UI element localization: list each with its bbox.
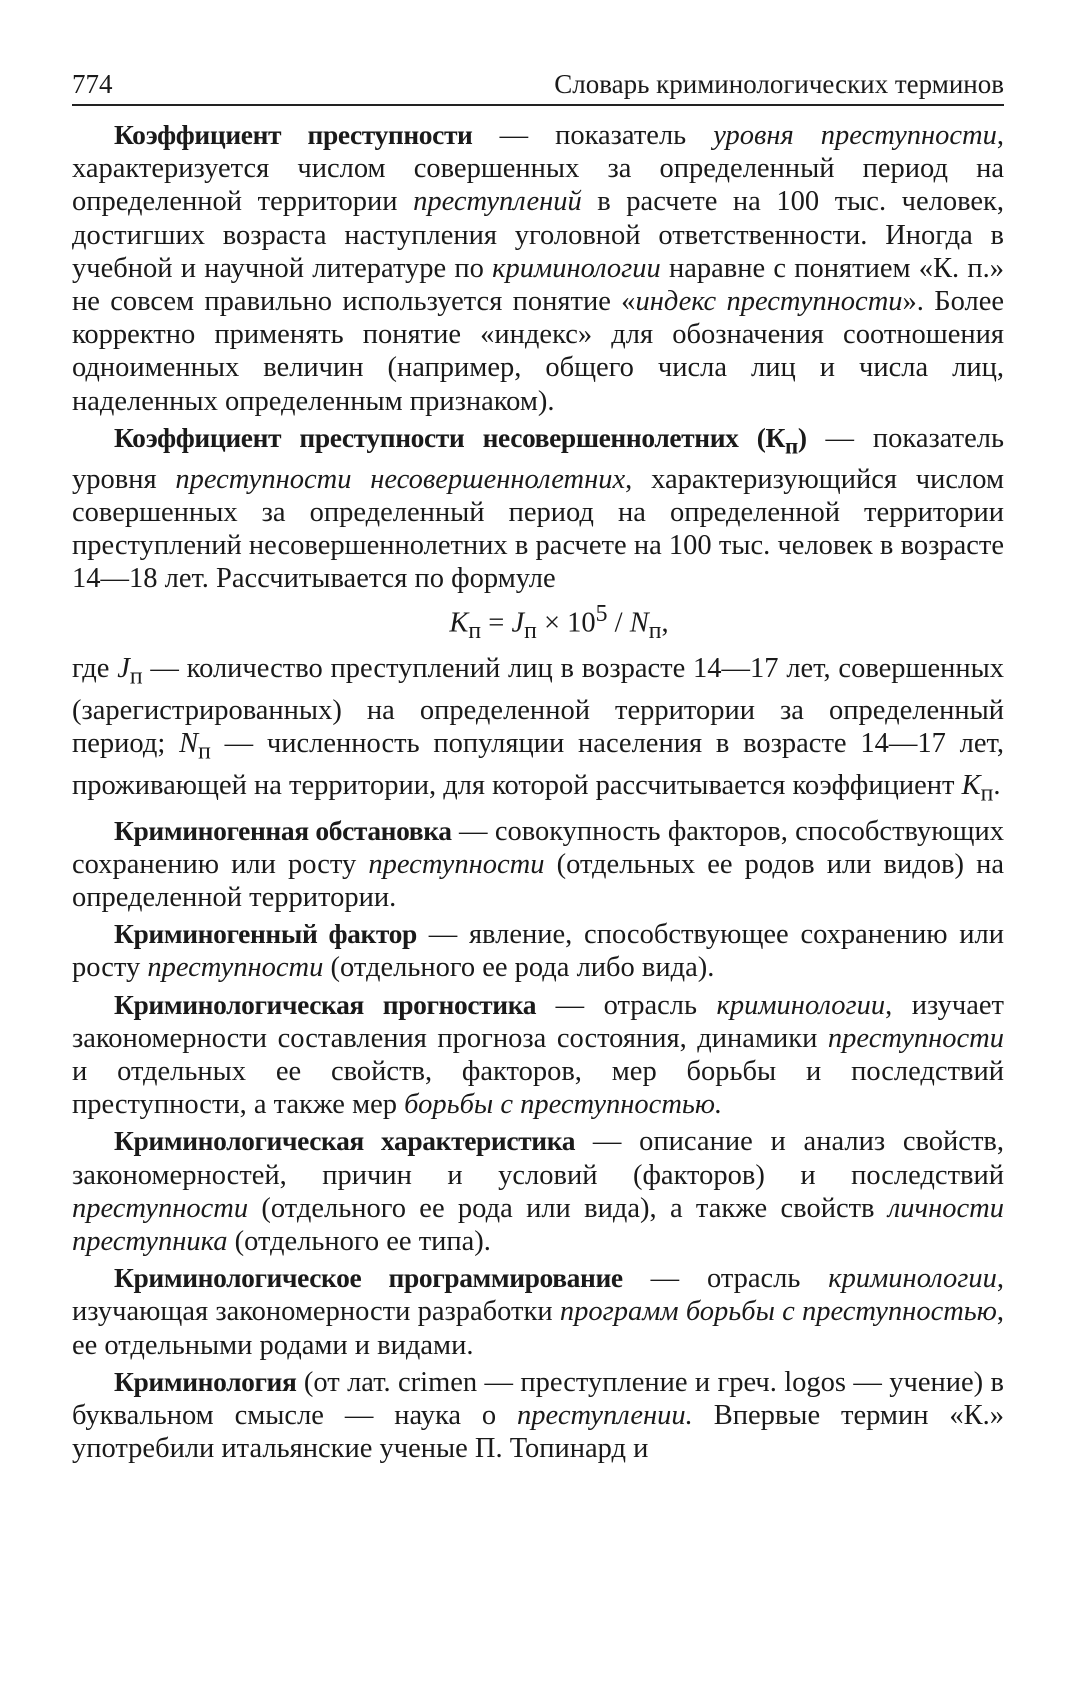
formula-end: , (661, 607, 669, 639)
page-number: 774 (72, 69, 113, 99)
text-run: — показатель уровня (72, 422, 1004, 495)
formula-divide: / (607, 607, 630, 639)
italic-term: преступности (827, 1022, 1004, 1054)
formula-power: 5 (595, 601, 608, 628)
text-run: , изучающая закономерности разработки (72, 1263, 1004, 1328)
text-run: , ее отдельными родами и видами. (72, 1296, 1004, 1361)
entry-term (114, 421, 807, 459)
entry-text (72, 120, 1004, 417)
entry-programmirovanie (72, 1261, 1004, 1362)
italic-term: уровня преступности (713, 120, 997, 151)
italic-term: J (117, 652, 130, 684)
formula-times: × 10 (536, 607, 596, 639)
text-run: (отдельного ее рода или вида), а также свойств (248, 1192, 888, 1224)
formula-note (72, 652, 1004, 811)
italic-term: криминологии (828, 1263, 997, 1295)
subscript: п (198, 738, 211, 765)
text-run: где (72, 652, 118, 684)
italic-term: индекс преступности (635, 286, 903, 318)
text-run: и отдельных ее свойств, факторов, мер борьбы и последствий преступности, а также мер (72, 1056, 1004, 1121)
italic-term: K (961, 769, 981, 801)
text-run: в расчете на 100 тыс. человек, достигших возраста наступления уголовной ответственности. Иногда в учебной и научной литературе по (72, 186, 1004, 284)
italic-term: борьбы с преступностью. (404, 1089, 723, 1121)
running-header (72, 56, 1004, 100)
italic-term: преступности (368, 848, 545, 880)
text-run: — численность популяции населения в возрасте 14—17 лет, проживающей на территории, для которой рассчитывается коэффициент (72, 727, 1004, 801)
italic-term: преступлений (413, 186, 582, 218)
formula-k-sub: п (468, 618, 482, 645)
entry-term-close: ) (797, 421, 807, 453)
italic-term: преступлении. (517, 1400, 693, 1432)
text-run: (от лат. crimen — преступление и греч. logos — учение) в буквальном смысле — наука о (72, 1366, 1004, 1432)
subscript: п (129, 663, 143, 690)
entry-term: Криминогенный фактор (114, 918, 417, 950)
text-run: Впервые термин «К.» употребили итальянские ученые П. Топинард и (72, 1400, 1004, 1465)
entry-term: Криминологическая прогностика (114, 988, 537, 1020)
text-run: наравне с понятием «К. п.» не совсем правильно используется понятие « (72, 252, 1004, 318)
text-run: , изучает закономерности составления прогноза состояния, динамики (72, 989, 1004, 1054)
text-run: — показатель (472, 120, 714, 151)
entry-koeff-nesovershennoletnih (72, 421, 1004, 596)
text-run: — количество преступлений лиц в возрасте 14—17 лет, совершенных (зарегистрированных) на определенной территории за определенный период; (72, 652, 1005, 759)
entry-prognostika (72, 988, 1004, 1122)
entry-term: Криминологическое программирование (114, 1262, 623, 1294)
text-run: ». Более корректно применять понятие «индекс» для обозначения соотношения одноименных величин (например, общего числа лиц и числа лиц, наделенных определенным признаком). (72, 286, 1004, 417)
text-run: , характеризуется числом совершенных за определенный период на определенной территории (72, 120, 1004, 218)
italic-term: преступности несовершеннолетних (175, 463, 626, 495)
text-run: — совокупность факторов, способствующих сохранению или росту (72, 815, 1004, 880)
text-run: — явление, способствующее сохранению или росту (72, 919, 1004, 984)
text-run: — отрасль (622, 1263, 829, 1295)
dictionary-body (72, 118, 1004, 1468)
formula-n: N (629, 607, 649, 639)
entry-koeff-prestupnosti (72, 118, 1004, 418)
text-run: (отдельного ее рода либо вида). (323, 952, 715, 984)
subscript: п (980, 780, 994, 807)
italic-term: преступности (72, 1192, 249, 1224)
italic-term: криминологии (716, 989, 886, 1021)
italic-term: криминологии (492, 252, 661, 284)
entry-term-subscript: п (785, 433, 798, 459)
entry-kriminogennaya-obstanovka (72, 814, 1004, 915)
text-run: (отдельного ее типа). (227, 1226, 491, 1258)
formula-n-sub: п (648, 618, 662, 645)
italic-term: программ борьбы с преступностью (559, 1296, 997, 1328)
italic-term: N (179, 727, 199, 759)
entry-term: Криминогенная обстановка (114, 814, 452, 846)
entry-term: Коэффициент преступности (114, 119, 473, 150)
formula-j: J (511, 607, 525, 639)
formula (72, 598, 1004, 648)
text-run: — отрасль (536, 989, 717, 1021)
italic-term: личности преступника (72, 1192, 1004, 1258)
text-run: — описание и анализ свойств, закономерностей, причин и условий (факторов) и последствий (72, 1126, 1004, 1191)
entry-harakteristika (72, 1124, 1004, 1258)
formula-k: K (449, 607, 469, 639)
formula-equals: = (481, 607, 512, 639)
entry-kriminologiya (72, 1365, 1004, 1466)
entry-term: Криминология (114, 1365, 297, 1397)
italic-term: преступности (147, 952, 324, 984)
entry-term: Криминологическая характеристика (114, 1125, 576, 1157)
formula-j-sub: п (524, 618, 537, 645)
text-run: (отдельных ее родов или видов) на определенной территории. (72, 848, 1005, 914)
entry-kriminogenny-faktor (72, 917, 1004, 984)
entry-term-text: Коэффициент преступности несовершеннолетних (К (114, 421, 786, 453)
text-run: , характеризующийся числом совершенных за определенный период на определенной территории преступлений несовершеннолетних в расчете на 100 тыс. человек в возрасте 14—18 лет. Рассчитывается по формуле (72, 463, 1004, 595)
running-title: Словарь криминологических терминов (554, 69, 1004, 99)
header-rule (72, 104, 1004, 106)
text-run: . (993, 769, 1001, 801)
